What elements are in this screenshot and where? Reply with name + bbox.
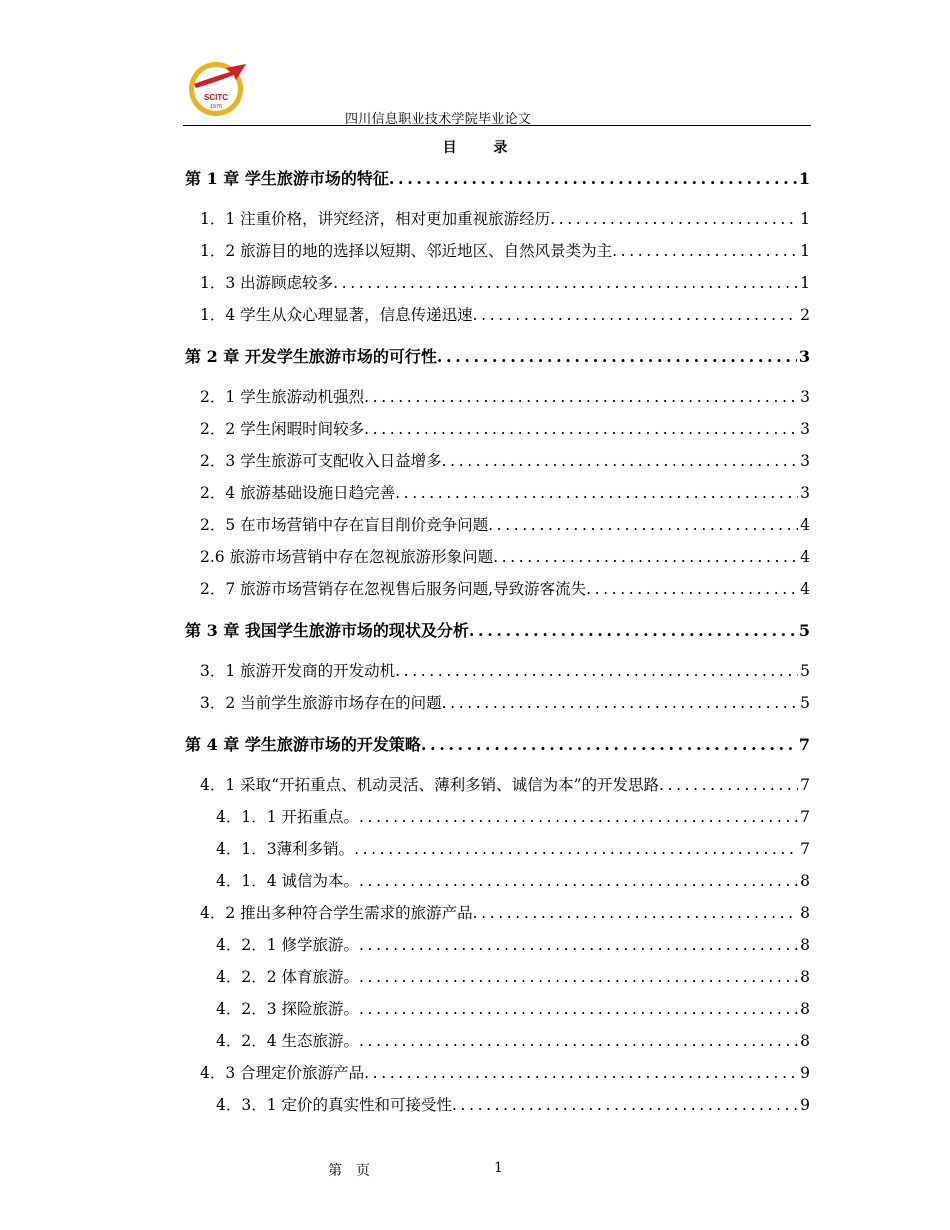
toc-entry[interactable]: 4．2．4 生态旅游。 ..... 8 [216, 1029, 810, 1051]
toc-entry[interactable]: 4．2．3 探险旅游。 ..... 8 [216, 997, 810, 1019]
header-rule [183, 125, 811, 126]
header-title: 四川信息职业技术学院毕业论文 [345, 112, 532, 127]
logo-text: SCITC [204, 93, 228, 102]
toc-entry[interactable]: 4．3 合理定价旅游产品 ..... 9 [200, 1061, 810, 1083]
toc-entry[interactable]: 第 2 章 开发学生旅游市场的可行性 ..... 3 [185, 344, 810, 367]
toc-entry[interactable]: 3．2 当前学生旅游市场存在的问题 ..... 5 [200, 691, 810, 713]
toc-entry[interactable]: 4．3．1 定价的真实性和可接受性 ..... 9 [216, 1093, 810, 1115]
toc-entry[interactable]: 1．4 学生从众心理显著，信息传递迅速 ..... 2 [200, 303, 810, 325]
logo-year: 1976 [209, 104, 223, 110]
toc-entry[interactable]: 3．1 旅游开发商的开发动机 ..... 5 [200, 659, 810, 681]
toc-entry[interactable]: 2．7 旅游市场营销存在忽视售后服务问题,导致游客流失 ..... 4 [200, 577, 810, 599]
college-logo [186, 58, 250, 118]
footer-label-right: 页 [356, 1163, 370, 1179]
toc-entry[interactable]: 1．3 出游顾虑较多 ..... 1 [200, 271, 810, 293]
toc-entry[interactable]: 2．5 在市场营销中存在盲目削价竞争问题 ..... 4 [200, 513, 810, 535]
toc-entry[interactable]: 2．2 学生闲暇时间较多 ..... 3 [200, 417, 810, 439]
toc-entry[interactable]: 1．1 注重价格，讲究经济，相对更加重视旅游经历 ..... 1 [200, 207, 810, 229]
toc-entry[interactable]: 4．1．3薄利多销。 ..... 7 [216, 837, 810, 859]
toc-entry[interactable]: 第 3 章 我国学生旅游市场的现状及分析 ..... 5 [185, 618, 810, 641]
footer-label-left: 第 [328, 1163, 342, 1179]
toc-entry[interactable]: 4．1．1 开拓重点。 ..... 7 [216, 805, 810, 827]
footer-page-number: 1 [494, 1160, 503, 1176]
toc-entry[interactable]: 4．2．1 修学旅游。 ..... 8 [216, 933, 810, 955]
toc-entry[interactable]: 2．1 学生旅游动机强烈 ..... 3 [200, 385, 810, 407]
toc-entry[interactable]: 4．1 采取“开拓重点、机动灵活、薄利多销、诚信为本”的开发思路 ..... 7 [200, 773, 810, 795]
toc-entry[interactable]: 第 4 章 学生旅游市场的开发策略 ..... 7 [185, 732, 810, 755]
toc-entry[interactable]: 1．2 旅游目的地的选择以短期、邻近地区、自然风景类为主 ..... 1 [200, 239, 810, 261]
toc-entry[interactable]: 2．4 旅游基础设施日趋完善 ..... 3 [200, 481, 810, 503]
toc-entry[interactable]: 4．2．2 体育旅游。 ..... 8 [216, 965, 810, 987]
toc-entry[interactable]: 4．1．4 诚信为本。 ..... 8 [216, 869, 810, 891]
toc-title: 目 录 [442, 140, 524, 156]
toc-entry[interactable]: 4．2 推出多种符合学生需求的旅游产品 ..... 8 [200, 901, 810, 923]
toc-entry[interactable]: 2．3 学生旅游可支配收入日益增多 ..... 3 [200, 449, 810, 471]
toc-entry[interactable]: 2.6 旅游市场营销中存在忽视旅游形象问题 ..... 4 [200, 545, 810, 567]
toc-entry[interactable]: 第 1 章 学生旅游市场的特征 ..... 1 [185, 166, 810, 189]
